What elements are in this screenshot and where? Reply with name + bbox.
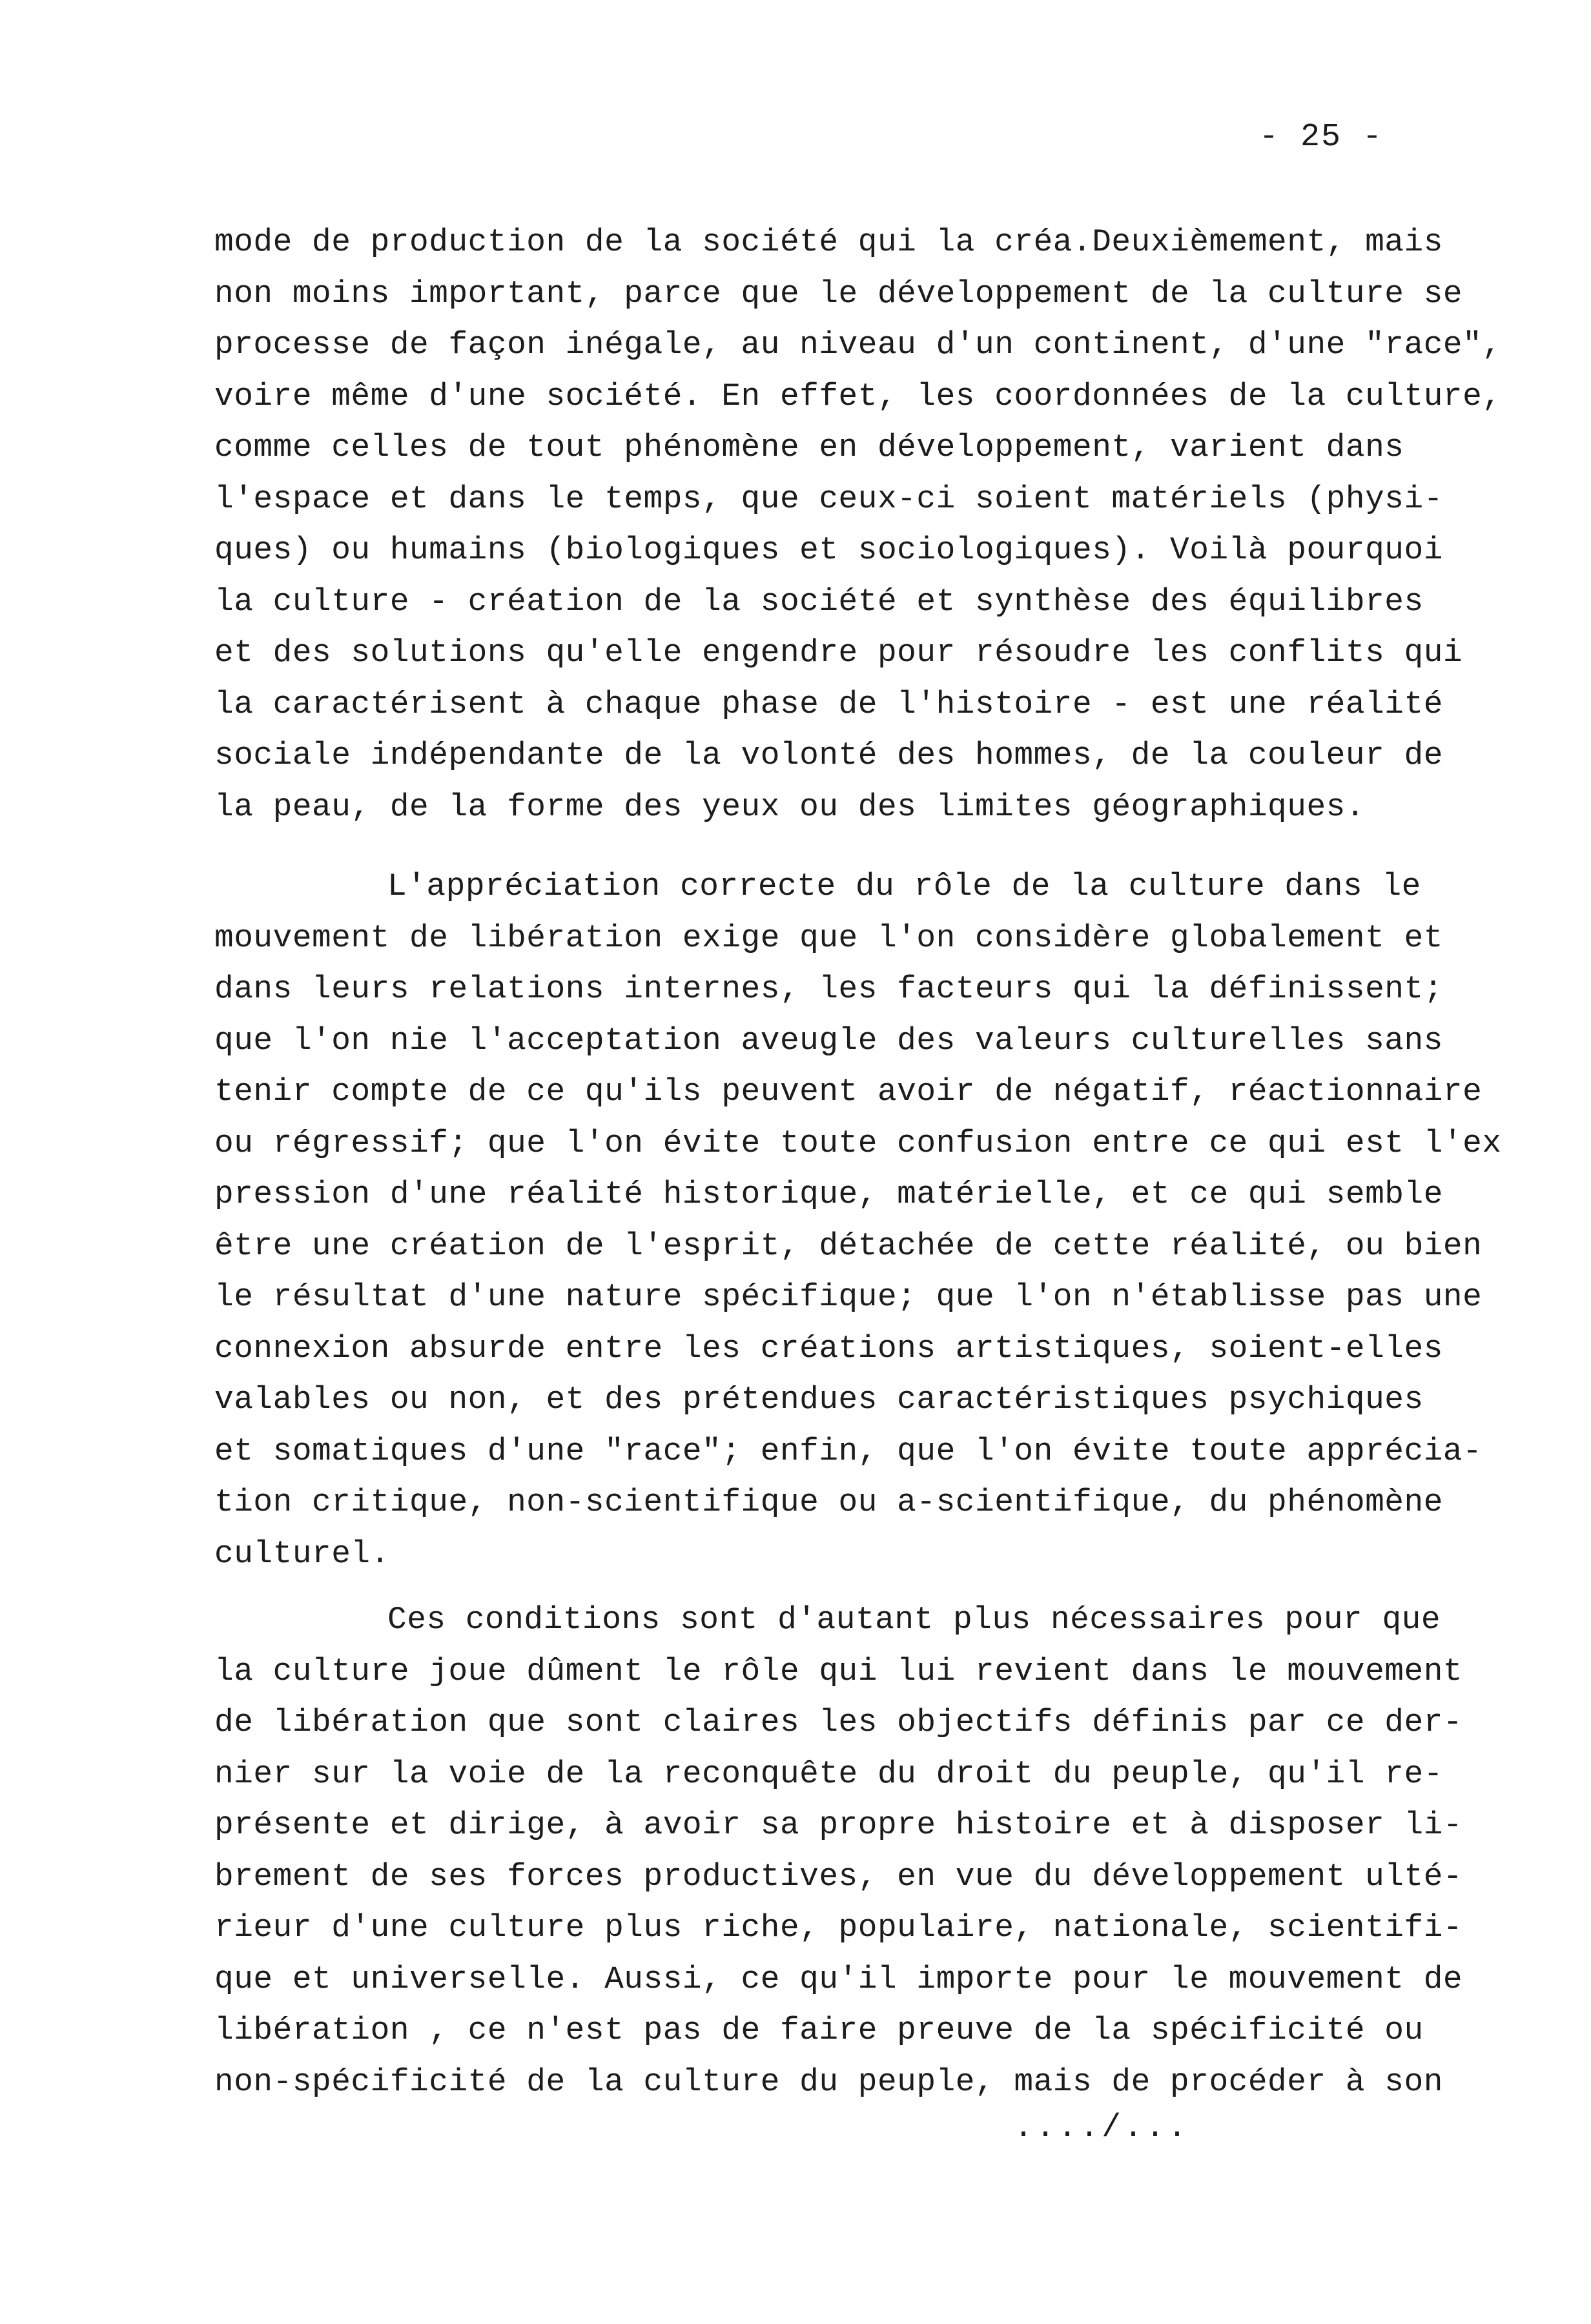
text-line: sociale indépendante de la volonté des hommes, de la couleur de bbox=[214, 737, 1443, 773]
text-line: de libération que sont claires les objectifs définis par ce der- bbox=[214, 1704, 1463, 1740]
page-number: - 25 - bbox=[1259, 119, 1384, 156]
text-line: être une création de l'esprit, détachée de cette réalité, ou bien bbox=[214, 1227, 1483, 1264]
text-line: rieur d'une culture plus riche, populaire, nationale, scientifi- bbox=[214, 1910, 1463, 1946]
text-line: valables ou non, et des prétendues caractéristiques psychiques bbox=[214, 1381, 1424, 1418]
text-line: pression d'une réalité historique, matérielle, et ce qui semble bbox=[214, 1176, 1443, 1212]
text-line: brement de ses forces productives, en vue du développement ulté- bbox=[214, 1858, 1463, 1895]
text-line: L'appréciation correcte du rôle de la culture dans le bbox=[387, 868, 1421, 904]
text-line: l'espace et dans le temps, que ceux-ci soient matériels (physi- bbox=[214, 480, 1443, 517]
text-line: présente et dirige, à avoir sa propre histoire et à disposer li- bbox=[214, 1807, 1463, 1843]
text-line: processe de façon inégale, au niveau d'un continent, d'une "race", bbox=[214, 327, 1502, 363]
text-line: la caractérisent à chaque phase de l'histoire - est une réalité bbox=[214, 686, 1443, 722]
text-line: comme celles de tout phénomène en développement, varient dans bbox=[214, 429, 1404, 465]
paragraph-3 bbox=[214, 1595, 1480, 2108]
text-line: dans leurs relations internes, les facteurs qui la définissent; bbox=[214, 971, 1443, 1007]
text-line: que et universelle. Aussi, ce qu'il importe pour le mouvement de bbox=[214, 1961, 1463, 1997]
continuation-mark: ..../... bbox=[1014, 2110, 1190, 2146]
text-line: la culture joue dûment le rôle qui lui revient dans le mouvement bbox=[214, 1653, 1463, 1689]
text-line: nier sur la voie de la reconquête du droit du peuple, qu'il re- bbox=[214, 1755, 1443, 1792]
text-line: la peau, de la forme des yeux ou des limites géographiques. bbox=[214, 788, 1366, 825]
text-line: libération , ce n'est pas de faire preuve de la spécificité ou bbox=[214, 2012, 1424, 2048]
text-line: et somatiques d'une "race"; enfin, que l'on évite toute apprécia- bbox=[214, 1432, 1483, 1469]
text-line: non moins important, parce que le développement de la culture se bbox=[214, 275, 1463, 312]
text-line: voire même d'une société. En effet, les coordonnées de la culture, bbox=[214, 378, 1502, 414]
text-line: mouvement de libération exige que l'on considère globalement et bbox=[214, 919, 1443, 956]
paragraph-2 bbox=[214, 861, 1502, 1580]
text-line: ques) ou humains (biologiques et sociologiques). Voilà pourquoi bbox=[214, 532, 1443, 568]
text-line: tion critique, non-scientifique ou a-scientifique, du phénomène bbox=[214, 1484, 1443, 1520]
text-line: culturel. bbox=[214, 1535, 390, 1572]
paragraph-1 bbox=[214, 217, 1502, 833]
text-line: non-spécificité de la culture du peuple, mais de procéder à son bbox=[214, 2063, 1443, 2100]
text-line: le résultat d'une nature spécifique; que l'on n'établisse pas une bbox=[214, 1279, 1483, 1315]
text-line: tenir compte de ce qu'ils peuvent avoir de négatif, réactionnaire bbox=[214, 1074, 1483, 1110]
text-line: connexion absurde entre les créations artistiques, soient-elles bbox=[214, 1330, 1443, 1367]
text-line: mode de production de la société qui la créa.Deuxièmement, mais bbox=[214, 224, 1443, 260]
text-line: la culture - création de la société et synthèse des équilibres bbox=[214, 583, 1424, 620]
text-line: que l'on nie l'acceptation aveugle des valeurs culturelles sans bbox=[214, 1022, 1443, 1059]
text-line: Ces conditions sont d'autant plus nécessaires pour que bbox=[387, 1602, 1441, 1638]
text-line: ou régressif; que l'on évite toute confusion entre ce qui est l'ex bbox=[214, 1125, 1502, 1161]
text-line: et des solutions qu'elle engendre pour résoudre les conflits qui bbox=[214, 635, 1463, 671]
